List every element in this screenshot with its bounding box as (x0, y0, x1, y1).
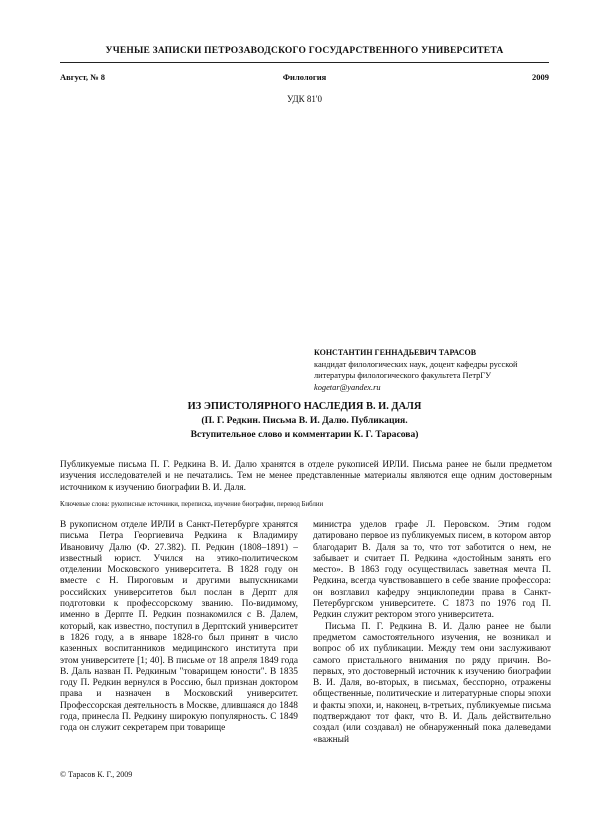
header-rule (60, 62, 549, 63)
body-paragraph: министра уделов графе Л. Перовском. Этим годом датировано первое из публикуемых писем, в котором автор благодарит В. Даля за то, что тот заботится о нем, не забывает и считает П. Редкина «достойным занять его место». В 1863 году осуществилась заветная мечта П. Редкина, всегда чувствовавшего в себе звание профессора: он возглавил кафедру энциклопедии права в Санкт-Петербургском университете. С 1873 по 1976 год П. Редкин служит ректором этого университета. (313, 520, 551, 621)
body-column-right (313, 520, 551, 746)
section-label: Филология (282, 72, 327, 82)
body-column-left (60, 520, 298, 735)
issue-label: Август, № 8 (60, 72, 106, 82)
journal-title: УЧЕНЫЕ ЗАПИСКИ ПЕТРОЗАВОДСКОГО ГОСУДАРСТВЕННОГО УНИВЕРСИТЕТА (105, 46, 504, 56)
copyright-notice: © Тарасов К. Г., 2009 (60, 770, 133, 779)
article-title-block (0, 400, 609, 442)
body-paragraph: Письма П. Г. Редкина В. И. Далю ранее не были предметом самостоятельного изучения, не возникал и вопрос об их публикации. Между тем они заслуживают самого пристального внимания по ряду причин. Во-первых, это достоверный источник к изучению биографии В. И. Даля, во-вторых, в письмах, бесспорно, отражены общественные, политические и литературные споры эпохи и факты эпохи, и, наконец, в-третьих, публикуемые письма подтверждают тот факт, что В. И. Даль действительно создал (или создавал) не обнаруженный пока далеведами «важный (313, 621, 551, 745)
author-block (314, 347, 554, 393)
author-position-line-1: кандидат филологических наук, доцент кафедры русской (314, 359, 518, 369)
article-intro-credit: Вступительное слово и комментарии К. Г. Тарасова) (190, 429, 419, 440)
keywords: Ключевые слова: рукописные источники, переписка, изучение биографии, перевод Библии (60, 501, 324, 508)
udk-code: УДК 81'0 (287, 94, 322, 104)
article-subtitle: (П. Г. Редкин. Письма В. И. Далю. Публикация. (201, 415, 408, 426)
author-email[interactable]: kogetar@yandex.ru (314, 382, 381, 392)
author-position-line-2: литературы филологического факультета ПетрГУ (314, 371, 492, 380)
author-name: КОНСТАНТИН ГЕННАДЬЕВИЧ ТАРАСОВ (314, 348, 477, 357)
body-paragraph: В рукописном отделе ИРЛИ в Санкт-Петербурге хранятся письма Петра Георгиевича Редкина к Владимиру Ивановичу Далю (Ф. 27.382). П. Редкин (1808–1891) – известный юрист. Учился на этико-политическом отделении Московского университета. В 1828 году он вместе с Н. Пироговым и другими выпускниками российских университетов был послан в Дерпт для подготовки к профессорскому званию. По-видимому, именно в Дерпте П. Редкин познакомился с В. Далем, который, как известно, поступил в Дерптский университет в 1826 году, а в январе 1828-го был принят в число казенных воспитанников медицинского института при этом университете [1; 40]. В письме от 18 апреля 1849 года В. Даль назван П. Редкиным "товарищем юности". В 1835 году П. Редкин вернулся в Россию, был признан доктором права и назначен в Московский университет. Профессорская деятельность в Москве, длившаяся до 1848 года, принесла П. Редкину широкую популярность. С 1849 года он служит секретарем при товарище (60, 520, 298, 734)
year-label: 2009 (532, 72, 549, 82)
article-title: ИЗ ЭПИСТОЛЯРНОГО НАСЛЕДИЯ В. И. ДАЛЯ (187, 401, 422, 412)
abstract: Публикуемые письма П. Г. Редкина В. И. Далю хранятся в отделе рукописей ИРЛИ. Письма ранее не были предметом изучения исследователей и не печатались. Тем не менее представленные материалы являются еще одним достоверным источником к изучению биографии В. И. Даля. (60, 460, 552, 493)
